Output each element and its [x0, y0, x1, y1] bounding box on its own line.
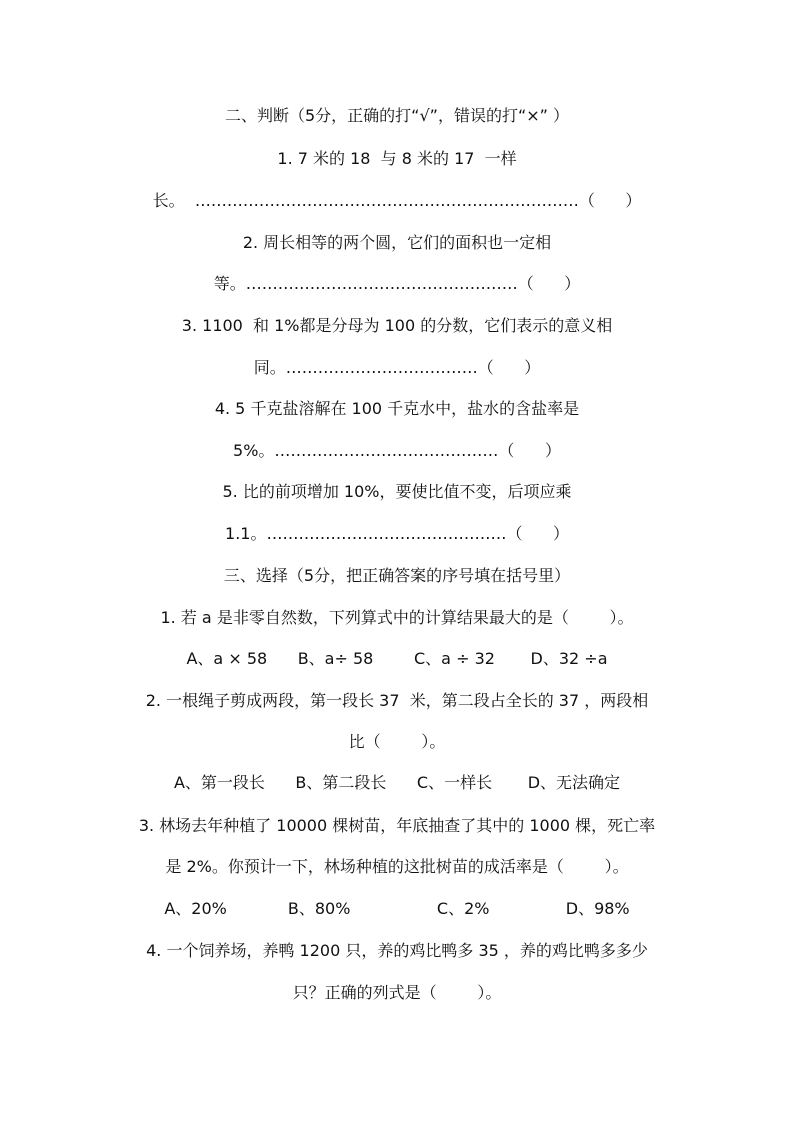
judge-item-4-line2: 5%。……………………………………（ ）	[233, 441, 561, 460]
choice-question-3-line2: 是 2%。你预计一下，林场种植的这批树苗的成活率是（ ）。	[165, 857, 629, 876]
judge-item-1-line1: 1. 7 米的 18 与 8 米的 17 一样	[277, 149, 517, 168]
choice-question-3-options: A、20% B、80% C、2% D、98%	[164, 899, 630, 918]
judge-item-2-line2: 等。……………………………………………（ ）	[213, 274, 581, 293]
judge-item-3-line2: 同。………………………………（ ）	[253, 358, 541, 377]
choice-question-4-line1: 4. 一个饲养场，养鸭 1200 只，养的鸡比鸭多 35 ，养的鸡比鸭多多少	[146, 941, 648, 960]
choice-question-4-line2: 只？正确的列式是（ ）。	[292, 983, 502, 1002]
choice-question-2-line1: 2. 一根绳子剪成两段，第一段长 37 米，第二段占全长的 37 ，两段相	[145, 691, 649, 710]
judge-item-3-line1: 3. 1100 和 1%都是分母为 100 的分数，它们表示的意义相	[181, 316, 613, 335]
choice-question-3-line1: 3. 林场去年种植了 10000 棵树苗，年底抽查了其中的 1000 棵，死亡率	[138, 816, 656, 835]
choice-question-1-options: A、a × 58 B、a÷ 58 C、a ÷ 32 D、32 ÷a	[186, 649, 608, 668]
choice-question-1-line1: 1. 若 a 是非零自然数，下列算式中的计算结果最大的是（ ）。	[160, 608, 634, 627]
choice-question-2-options: A、第一段长 B、第二段长 C、一样长 D、无法确定	[173, 773, 621, 792]
section2-title: 二、判断（5分，正确的打“√”，错误的打“×” ）	[224, 106, 570, 125]
judge-item-5-line2: 1.1。………………………………………（ ）	[225, 524, 569, 543]
judge-item-4-line1: 4. 5 千克盐溶解在 100 千克水中，盐水的含盐率是	[214, 399, 580, 418]
judge-item-2-line1: 2. 周长相等的两个圆，它们的面积也一定相	[242, 233, 552, 252]
section3-title: 三、选择（5分，把正确答案的序号填在括号里）	[223, 566, 571, 585]
judge-item-1-line2: 长。 ………………………………………………………………（ ）	[152, 191, 642, 210]
judge-item-5-line1: 5. 比的前项增加 10%，要使比值不变，后项应乘	[222, 482, 572, 501]
choice-question-2-line2: 比（ ）。	[348, 732, 446, 751]
